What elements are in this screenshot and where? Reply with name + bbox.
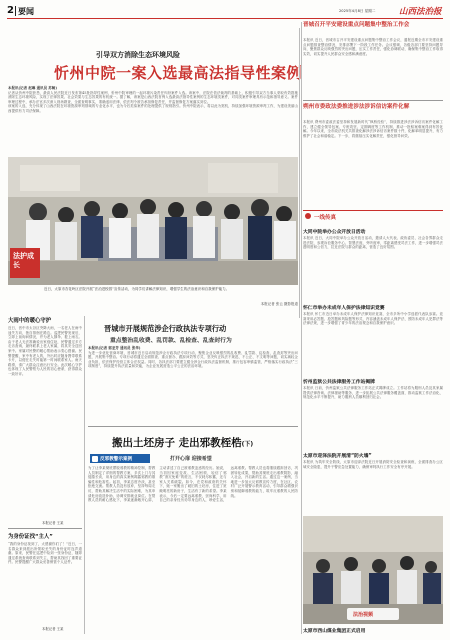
right-photo (303, 516, 443, 624)
middle-divider (88, 426, 298, 427)
frontline-logo (303, 210, 443, 221)
header-divider (15, 6, 16, 16)
brief5-title: 太原市西山煤业集团正式启用 (303, 629, 366, 634)
brief3-body: 本报讯 日前，忻州监狱公共法律服务工作站正式揭牌成立。工作站将为服刑人员及其家属提供法律咨询、法律援助等服务，进一步拓展公共法律服务覆盖面，推动监狱工作法治化、规范化水平不断提升，助力服刑人员顺利回归社会。 (303, 386, 443, 400)
bottom-title (112, 435, 253, 450)
left-story2-body: “我的身份证找到了，太感谢你们了！”近日，一名群众来到派出所领取丢失的身份证时连声道谢。原来，民警在巡逻中捡到一张身份证，随即通过系统查询联系到失主，帮助其找回了重要证件。民警提醒广大群众妥善保管个人证件。 (8, 542, 82, 565)
photo-caption (44, 287, 298, 301)
section-name: 要闻 (18, 7, 34, 16)
left-divider (8, 528, 82, 529)
main-byline: 本报讯(记者 赵琳 通讯员 苏畅) (8, 86, 58, 90)
left-credit2: 本报记者 王某 (42, 627, 64, 631)
brief2-body: 本报讯 怀仁市近日举办未成年人保护法律知识竞赛，全市多所中小学选派代表队参赛。竞赛采用必答题、抢答题和风险题等形式，内容涵盖未成年人保护法、预防未成年人犯罪法等法律法规，进一步增强了青少年的法治观念和自我保护意识。 (303, 312, 443, 326)
shield-icon (92, 456, 98, 462)
left-column (8, 316, 82, 634)
main-kicker: 引导双方消除生态环境风险 (96, 50, 180, 59)
issue-date: 2025年4月8日 星期二 (339, 9, 376, 13)
video-badge-label: 法治视频 (353, 612, 374, 618)
col-divider-main (299, 28, 300, 318)
header-rule (7, 18, 443, 19)
antenna-icon (305, 213, 311, 219)
right-divider-1 (303, 100, 443, 101)
left-credit1: 本报记者 王某 (42, 521, 64, 525)
col-divider-left (84, 316, 85, 634)
bottom-body: 为了让李某彻底摆脱邪教的精神控制，帮教人员制定了详细的帮教方案，多次上门与其促膝长谈，用身边的真实案例揭露邪教的欺骗性和危害性。起初，李某态度冷淡，甚至拒绝交流。帮教人员没有放弃，坚持每周走访，帮助其解决生活中的实际困难，为其申请危房改造补助，协调安排就业岗位。在帮教人员的耐心感化下，李某逐渐敞开心扉，主动讲述了自己被邪教蛊惑的经历。她说，当初因家庭变故、生活困顿，轻信了邪教“消灾免难”的谎言，不仅耗尽积蓄，还与家人关系破裂。如今，在党和政府的关怀下，她一家搬出了破旧的土坯房，住进了宽敞明亮的新房子，生活有了新的希望。李某表示，今后一定要远离邪教，崇尚科学，用自己的亲身经历劝导身边的人，珍爱生活，远离邪教。帮教人员也将继续跟踪回访，巩固转化成果，帮助其彻底走出邪教阴影，融入社会，开启新的生活。通过这一案例，当地进一步加大反邪教宣传力度，在社区、农村广泛开展警示教育活动，引导群众增强识别和抵御邪教的能力，筑牢反邪教的人民防线。 (88, 466, 298, 503)
brief1-title: 大同中院举办公众开放日活动 (303, 230, 366, 235)
main-story-body: 本报讯(记者 赵琳 通讯员 苏畅) 记者从忻州中院获悉，最高人民法院近日发布第45批指导性案例，忻州中院审理的一起环境污染责任纠纷案件入选。该案中，法院在依法裁判的基础上，积极引导双方当事人采取有效措施消除生态环境风险，实现了法律效果、社会效果与生态效果的有机统一。据了解，该案是山西法院首例入选最高法指导性案例的生态环境类案件，对同类案件审理具有示范和指导意义。案件审理过程中，承办法官多次深入现场勘查，全面查明事实，准确适用法律，依法判令被告承担修复责任，并监督修复方案落实到位。 该案的入选，充分体现了山西法院在环境资源审判领域的专业化水平，也为今后类似案件的处理提供了规则指引。忻州中院表示，将以此为契机，持续加强环境资源审判工作，为建设美丽山西提供有力司法保障。 (8, 86, 298, 113)
frontline-label: 一线传真 (314, 214, 337, 221)
page-number: 2 (7, 5, 14, 16)
page-header (7, 4, 443, 18)
left-story2-title: 为身份证找“主人” (8, 534, 53, 540)
brief3-title: 忻州监狱公共法律服务工作站揭牌 (303, 380, 375, 385)
left-story1-body: 近日，晋中市太谷区突降大雨，一名老人在雨中迷失方向，独自徘徊在路边。巡逻民警发现后，立即上前询问情况，并为老人撑伞、披上雨衣。由于老人无法准确说出家庭住址，民警通过多方走访查询，最终联系上老人家属，将其安全送回家中。家属对民警的暖心帮助表示衷心感谢。民警提醒，家中有老人的，外出时应随身携带联系卡片，以便在走失时能第一时间联系家人。雨天路滑，请广大群众注意出行安全。此次暖心守护也体现了人民警察为人民的初心使命，获得群众一致好评。 (8, 326, 82, 376)
main-headline: 忻州中院一案入选最高法指导性案例 (54, 64, 303, 82)
bottom-title-text: 搬出土坯房子 走出邪教桎梏 (112, 437, 242, 449)
right-story2-body: 本报讯 朔州市委政法委坚持和发展新时代“枫桥经验”，持续推进涉法涉诉信访案件化解工作，建立健全领导包案、专班攻坚、定期调度等工作机制，推动一批积案难案得到有效化解。今年以来，全市政法机关共排查化解涉法涉诉信访案件数十件，化解率明显提升，有力维护了社会和谐稳定。下一步，将继续压实化解责任，强化督导问效。 (303, 120, 443, 138)
right-story1-title: 晋城召开平安建设重点问题集中整治工作会 (303, 22, 410, 28)
bottom-logo (90, 454, 150, 463)
video-badge[interactable] (347, 608, 399, 620)
brief4-body: 本报讯 为筑牢安全防线，太原市迎泽法院近日开展消防安全检查和演练，全面排查办公区域安全隐患，提升干警应急处置能力，确保审判执行工作安全有序开展。 (303, 460, 443, 469)
bottom-title-suffix: (下) (241, 441, 254, 448)
main-photo (8, 157, 298, 285)
brief2-title: 怀仁市举办未成年人保护法律知识竞赛 (303, 306, 385, 311)
brief1-body: 本报讯 近日，大同中院举办公众开放日活动，邀请人大代表、政协委员、社会各界群众走进法院，参观诉讼服务中心、智慧法庭，旁听庭审，零距离感受司法工作，进一步增强司法透明度和公信力，拉近法院与群众的距离，营造了良好氛围。 (303, 236, 443, 250)
col-divider-right (301, 22, 302, 634)
right-story1-body: 本报讯 近日，晋城市召开平安建设重点问题集中整治工作会议，通报近期全市平安建设重点问题排查整治情况，安排部署下一阶段工作任务。会议强调，各级各部门要坚持问题导向，聚焦群众反映强烈的突出问题，压实工作责任，强化协调联动，确保集中整治工作取得实效，切实提升人民群众安全感和满意度。 (303, 38, 443, 56)
stamp-label: 法护成长 (13, 252, 34, 269)
bottom-logo-label: 反邪教警示案例 (100, 456, 133, 462)
middle-body: 本报讯(记者 郭亚芳 通讯员 张华) 为进一步优化营商环境，晋城市近日启动规范涉企行政执法专项行动，聚焦企业反映强烈的乱收费、乱罚款、乱检查、乱查封等突出问题，开展集中整治。专项行动将通过全面排查、重点督办、跟踪问效等方式，坚决纠正执法不规范、不公正、不文明等问题，切实减轻企业负担，依法保护经营主体合法权益。同时，各执法部门要建立健全涉企行政执法监督机制，推行包容审慎监管，严格落实行政执法“三项制度”，持续提升执法质量和效能，为企业发展营造公平公正的法治环境。 (88, 346, 298, 369)
right-column (303, 22, 443, 634)
brief4-title: 太原市迎泽法院开展清“防火墙” (303, 454, 372, 459)
bottom-sub: 打开心扉 迎接希望 (170, 456, 212, 462)
caption-text: 近日，太原市杏花岭区法院开展“法治进校园”宣传活动，为同学们讲解法律知识，增强学生的法治意识和自我保护能力。 (44, 287, 230, 291)
stamp-badge (10, 248, 40, 278)
photo-credit: 本报记者 张云 摄影报道 (260, 302, 298, 306)
middle-byline: 本报讯(记者 郭亚芳 通讯员 张华) (88, 346, 141, 350)
middle-kicker: 晋城市开展规范涉企行政执法专项行动 (104, 324, 227, 333)
newspaper-name: 山西法治报 (399, 7, 442, 17)
middle-title: 重点整治乱收费、乱罚款、乱检查、乱查封行为 (110, 338, 232, 344)
right-story2-title: 朔州市委政法委推进涉法涉诉信访案件化解 (303, 104, 410, 110)
left-story1-title: 大雨中的暖心守护 (8, 318, 52, 324)
classroom-photo-icon (8, 157, 298, 285)
